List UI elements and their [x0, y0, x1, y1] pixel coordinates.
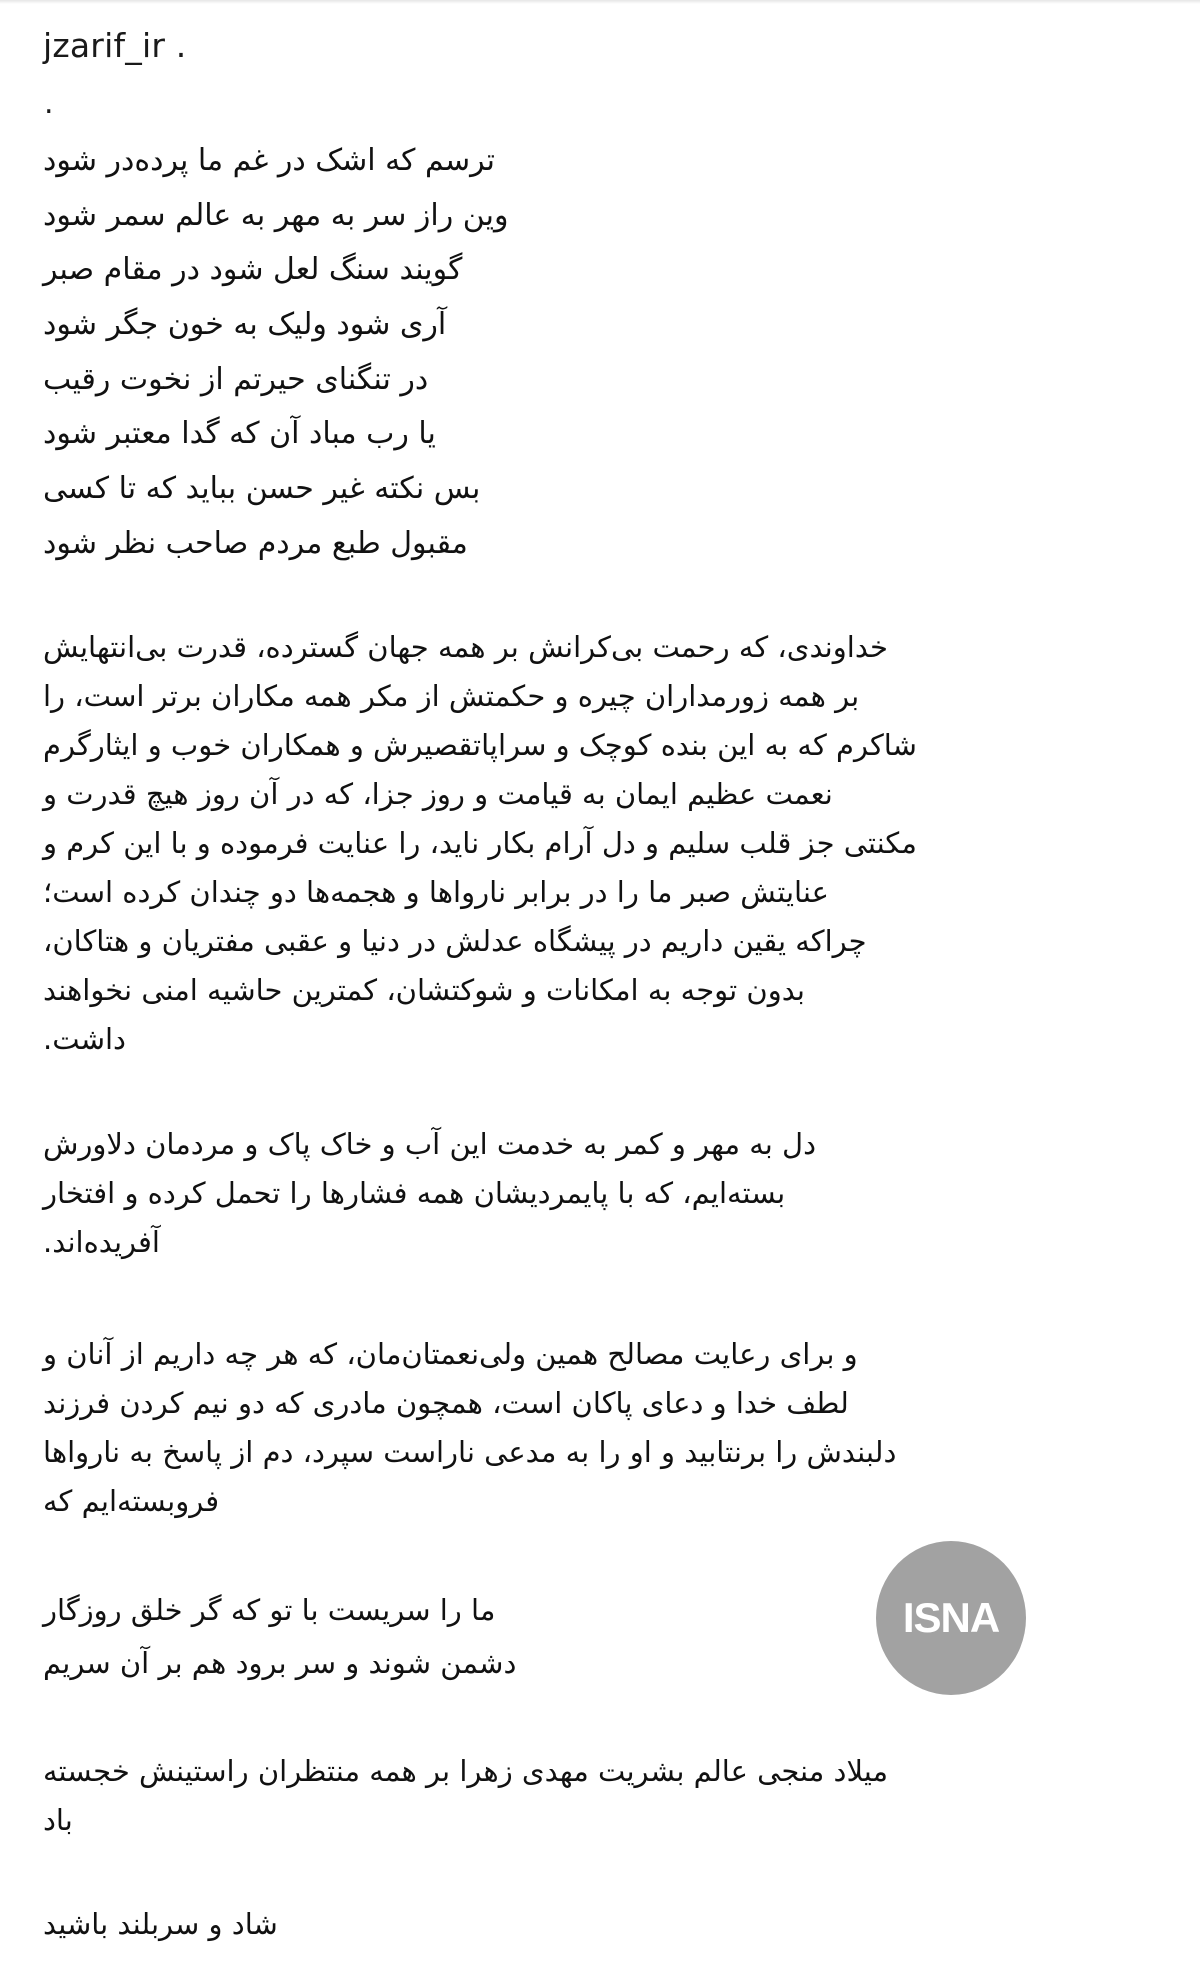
poem-line: آری شود ولیک به خون جگر شود — [43, 307, 447, 343]
paragraph-line: خداوندی، که رحمت بی‌کرانش بر همه جهان گسترده، قدرت بی‌انتهایش — [43, 630, 888, 664]
poem-line: مقبول طبع مردم صاحب نظر شود — [43, 525, 468, 561]
paragraph-line: مکنتی جز قلب سلیم و دل آرام بکار ناید، را عنایت فرموده و با این کرم و — [43, 826, 917, 860]
poem-block — [43, 134, 603, 572]
isna-watermark-logo — [876, 1541, 1026, 1695]
isna-logo-text: ISNA — [902, 1594, 1000, 1641]
paragraph-line: چراکه یقین داریم در پیشگاه عدلش در دنیا و عقبی مفتریان و هتاکان، — [43, 924, 867, 958]
top-edge — [0, 0, 1200, 4]
couplet-line: دشمن شوند و سر برود هم بر آن سریم — [43, 1646, 517, 1680]
lead-dot: . — [44, 86, 54, 121]
paragraph-line: و برای رعایت مصالح همین ولی‌نعمتان‌مان، که هر چه داریم از آنان و — [43, 1337, 858, 1371]
paragraph-line: بر همه زورمداران چیره و حکمتش از مکر همه مکاران برتر است، را — [43, 679, 860, 713]
paragraph-line: باد — [43, 1803, 73, 1837]
couplet-block — [43, 1584, 743, 1690]
paragraph-line: دلبندش را برنتابید و او را به مدعی ناراست سپرد، دم از پاسخ به نارواها — [43, 1435, 897, 1469]
poem-line: بس نکته غیر حسن بباید که تا کسی — [43, 471, 481, 507]
closing-line-block — [43, 1900, 1153, 1949]
paragraph-line: بدون توجه به امکانات و شوکتشان، کمترین حاشیه امنی نخواهند — [43, 973, 806, 1007]
paragraph-line: لطف خدا و دعای پاکان است، همچون مادری که دو نیم کردن فرزند — [43, 1386, 849, 1420]
poem-line: گویند سنگ لعل شود در مقام صبر — [43, 252, 463, 288]
post-username[interactable]: jzarif_ir . — [43, 26, 187, 65]
paragraph-line: میلاد منجی عالم بشریت مهدی زهرا بر همه منتظران راستینش خجسته — [43, 1754, 889, 1788]
paragraph-silence — [43, 1330, 1153, 1526]
couplet-line: ما را سریست با تو که گر خلق روزگار — [43, 1593, 496, 1627]
paragraph-line: دل به مهر و کمر به خدمت این آب و خاک پاک و مردمان دلاورش — [43, 1127, 817, 1161]
paragraph-service — [43, 1120, 1153, 1267]
poem-line: یا رب مباد آن که گدا معتبر شود — [43, 416, 436, 452]
paragraph-line: داشت. — [43, 1022, 126, 1056]
paragraph-line: بسته‌ایم، که با پایمردیشان همه فشارها را تحمل کرده و افتخار — [43, 1176, 786, 1210]
paragraph-line: نعمت عظیم ایمان به قیامت و روز جزا، که در آن روز هیچ قدرت و — [43, 777, 833, 811]
paragraph-line: عنایتش صبر ما را در برابر نارواها و هجمه‌ها دو چندان کرده است؛ — [43, 875, 829, 909]
paragraph-gratitude — [43, 623, 1153, 1064]
paragraph-line: شاکرم که به این بنده کوچک و سراپاتقصیرش و همکاران خوب و ایثارگرم — [43, 728, 917, 762]
poem-line: وین راز سر به مهر به عالم سمر شود — [43, 197, 509, 233]
closing-line: شاد و سربلند باشید — [43, 1907, 278, 1941]
paragraph-line: فروبسته‌ایم که — [43, 1484, 220, 1518]
poem-line: در تنگنای حیرتم از نخوت رقیب — [43, 361, 429, 397]
poem-line: ترسم که اشک در غم ما پرده‌در شود — [43, 143, 495, 178]
paragraph-line: آفریده‌اند. — [43, 1225, 160, 1259]
paragraph-birthday — [43, 1747, 1153, 1845]
